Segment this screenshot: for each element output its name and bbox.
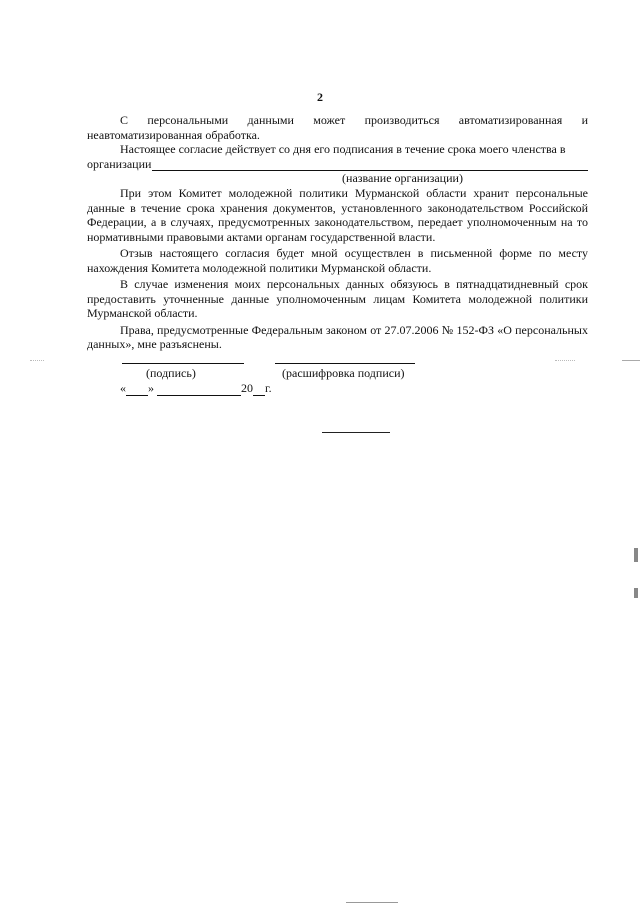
scan-artifact: [622, 360, 640, 361]
organization-name-field[interactable]: [152, 159, 588, 171]
scan-artifact: [346, 902, 398, 903]
scan-artifact: [634, 548, 638, 562]
paragraph-processing: С персональными данными может производиться автоматизированная и неавтоматизированная обработка.: [87, 113, 588, 142]
scan-artifact: [30, 360, 44, 361]
date-month-field[interactable]: [157, 384, 241, 396]
date-line: [120, 381, 272, 396]
date-close-quote: »: [148, 381, 154, 395]
scan-artifact: [555, 360, 575, 361]
paragraph-storage: При этом Комитет молодежной политики Мурманской области хранит персональные данные в течение срока хранения документов, установленного законодательством Российской Федерации, а в случаях, предусмотренных законодательством, передает уполномоченным на то нормативными правовыми актами органам государственной власти.: [87, 186, 588, 244]
signature-field[interactable]: [122, 363, 244, 364]
paragraph-validity: Настоящее согласие действует со дня его подписания в течение срока моего членства в: [120, 142, 566, 156]
date-year-field[interactable]: [253, 384, 265, 396]
signature-caption: (подпись): [146, 366, 196, 380]
page-number: 2: [317, 90, 323, 104]
paragraph-data-change: В случае изменения моих персональных данных обязуюсь в пятнадцатидневный срок предоставить уточненные данные уполномоченным лицам Комитета молодежной политики Мурманской области.: [87, 277, 588, 320]
paragraph-revocation: Отзыв настоящего согласия будет мной осуществлен в письменной форме по месту нахождения Комитета молодежной политики Мурманской области.: [87, 246, 588, 275]
signature-block: [0, 351, 640, 411]
organization-caption: (название организации): [342, 171, 463, 185]
organization-prefix: организации: [87, 156, 152, 171]
scan-artifact: [634, 588, 638, 598]
paragraph-rights: Права, предусмотренные Федеральным законом от 27.07.2006 № 152-ФЗ «О персональных данных», мне разъяснены.: [87, 322, 588, 351]
signature-decoding-field[interactable]: [275, 363, 415, 364]
date-year-suffix: г.: [265, 381, 272, 395]
document-body: [87, 113, 588, 352]
organization-line: [87, 157, 588, 172]
date-day-field[interactable]: [126, 384, 148, 396]
signature-decoding-caption: (расшифровка подписи): [282, 366, 405, 380]
end-of-document-rule: [322, 432, 390, 433]
date-year-prefix: 20: [241, 381, 253, 395]
date-open-quote: «: [120, 381, 126, 395]
